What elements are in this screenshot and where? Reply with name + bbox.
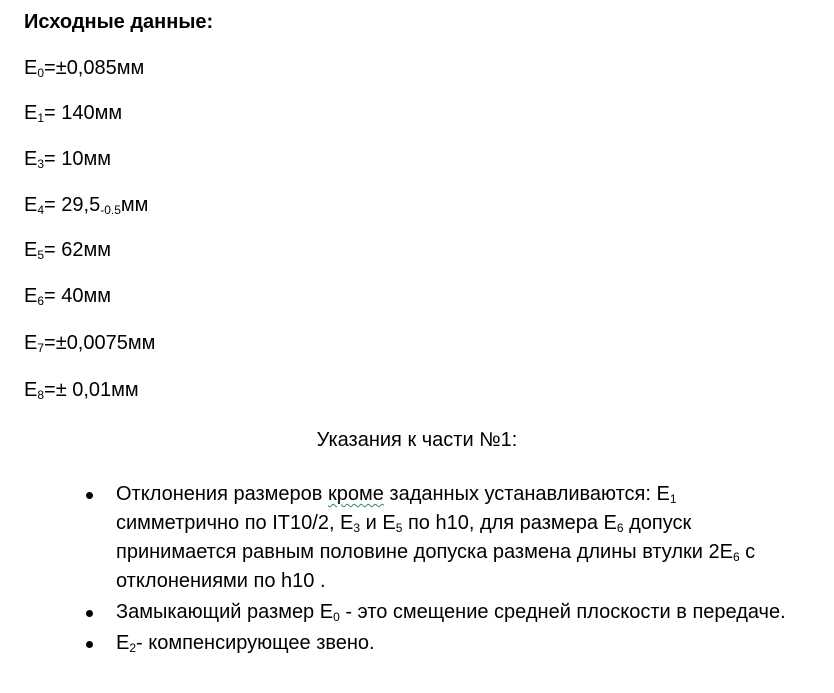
instructions-title: Указания к части №1:	[316, 429, 518, 451]
param-subscript: 0	[37, 66, 45, 80]
param-symbol: E	[24, 285, 38, 307]
param-line-e1	[24, 99, 122, 127]
bullet-icon	[86, 492, 93, 499]
param-subscript: 5	[37, 248, 45, 262]
param-line-e0	[24, 54, 144, 82]
instructions-list	[80, 480, 800, 660]
bullet-icon	[86, 641, 93, 648]
param-line-e5	[24, 236, 111, 264]
param-value: = 62мм	[44, 239, 112, 261]
param-symbol: E	[24, 148, 38, 170]
list-item	[80, 629, 800, 658]
param-value: = 40мм	[44, 285, 112, 307]
param-value: =±0,0075мм	[44, 332, 156, 354]
param-subscript: 4	[37, 203, 45, 217]
param-symbol: E	[24, 57, 38, 79]
param-line-e8	[24, 376, 139, 404]
param-subscript: 3	[37, 157, 45, 171]
bullet-text: Замыкающий размер $E_0$ - это смещение средней плоскости в передаче.	[116, 601, 786, 624]
list-item	[80, 598, 800, 627]
param-value: =±0,085мм	[44, 57, 145, 79]
param-symbol: E	[24, 102, 38, 124]
param-line-e3	[24, 145, 111, 173]
spellcheck-underlined-word: кроме	[327, 483, 384, 505]
param-line-e6	[24, 282, 111, 310]
bullet-icon	[86, 610, 93, 617]
param-symbol: E	[24, 379, 38, 401]
param-subscript: 8	[37, 388, 45, 402]
tolerance-subscript: -0.5	[100, 203, 121, 217]
param-line-e7	[24, 329, 155, 357]
param-subscript: 7	[37, 341, 45, 355]
bullet-text: Отклонения размеров кроме заданных устанавливаются: $E_1$ симметрично по IT10/2, $E_3$ и $E_5$ по h10, для размера $E_6$ допуск принимается равным половине допуска размена длины втулки $2E_6$ с отклонениями по h10 .	[116, 483, 756, 592]
list-item	[80, 480, 800, 596]
param-value: = 29,5	[44, 194, 101, 216]
param-subscript: 6	[37, 294, 45, 308]
param-unit: мм	[120, 194, 149, 216]
param-value: = 10мм	[44, 148, 112, 170]
param-subscript: 1	[37, 111, 45, 125]
param-value: =± 0,01мм	[44, 379, 139, 401]
param-symbol: E	[24, 194, 38, 216]
initial-data-heading: Исходные данные:	[24, 11, 214, 33]
param-symbol: E	[24, 239, 38, 261]
param-value: = 140мм	[44, 102, 123, 124]
param-line-e4	[24, 191, 148, 219]
param-symbol: E	[24, 332, 38, 354]
bullet-text: $E_2-$ компенсирующее звено.	[116, 632, 375, 655]
